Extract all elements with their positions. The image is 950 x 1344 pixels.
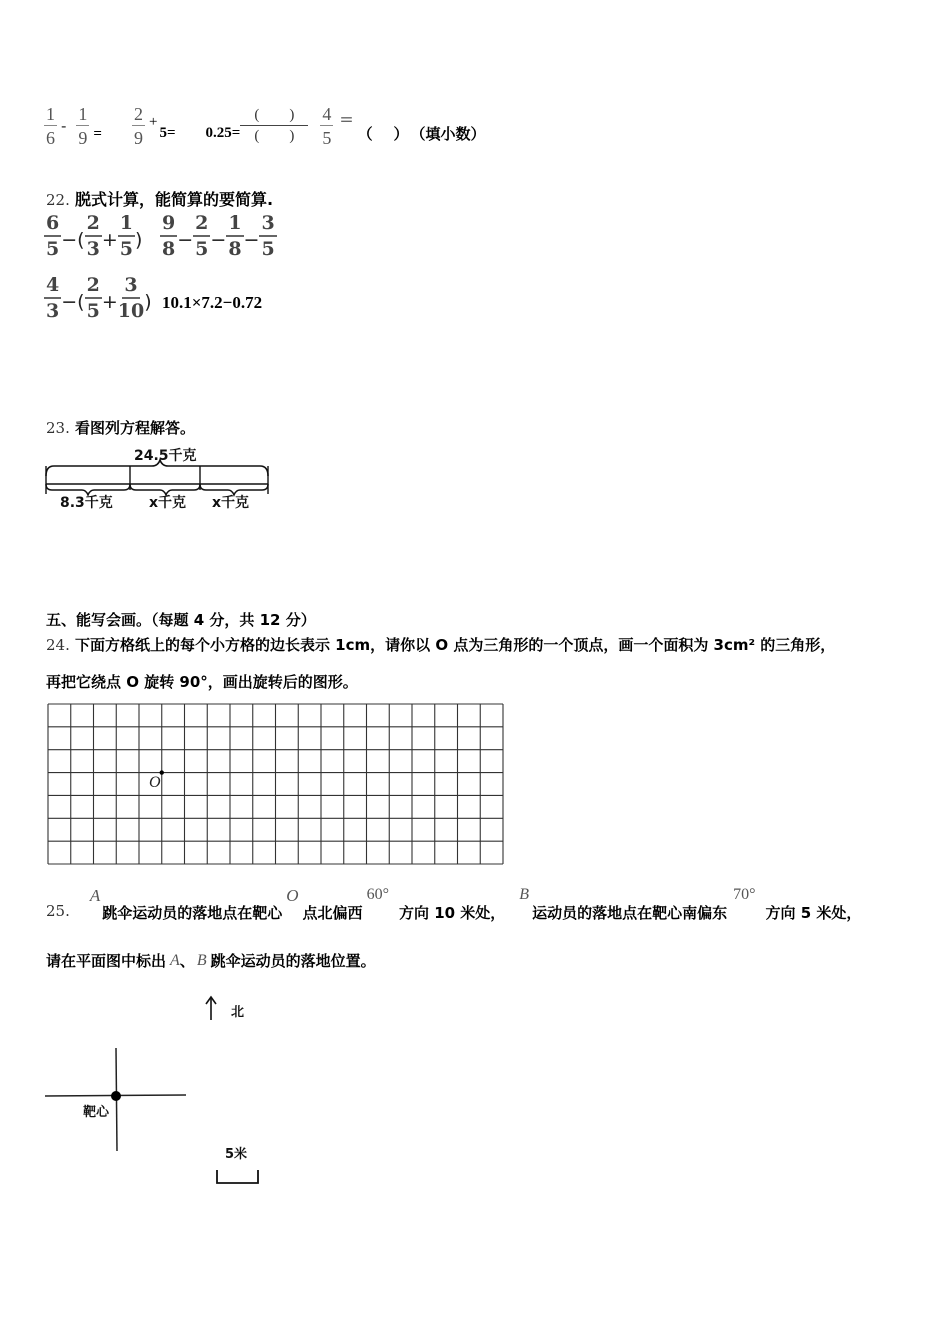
answer-blank[interactable]: （ ）	[357, 124, 409, 143]
north-arrow-icon	[206, 997, 216, 1020]
fraction-2-5: $\frac{2}{5}$	[195, 212, 209, 260]
minus-paren: −(	[61, 290, 85, 313]
fraction-2-3: $\frac{2}{3}$	[86, 212, 100, 260]
angle-60: 60°	[366, 886, 389, 903]
fraction-3-5: $\frac{3}{5}$	[261, 212, 275, 260]
angle-70: 70°	[733, 886, 756, 903]
blank-fraction[interactable]: $\frac{( )}{( )}$	[240, 108, 308, 144]
question-text: 运动员的落地点在靶心南偏东	[532, 904, 728, 922]
scale-bar	[217, 1170, 258, 1183]
fraction-1-6: $\frac{1}{6}$	[46, 104, 55, 148]
variable-a: A	[89, 886, 101, 905]
question-text: 跳伞运动员的落地点在靶心	[102, 904, 283, 922]
fraction-1-8: $\frac{1}{8}$	[228, 212, 242, 260]
fraction-9-8: $\frac{9}{8}$	[162, 212, 176, 260]
target-center-label: 靶心	[83, 1105, 110, 1120]
fill-decimal-hint: （填小数）	[410, 124, 486, 143]
plus-sign: +	[148, 113, 158, 130]
point-o-label: O	[149, 774, 161, 791]
variable-o: O	[286, 886, 299, 905]
total-weight-label: 24.5千克	[134, 448, 197, 464]
fraction-4-5: $\frac{4}{5}$	[322, 104, 332, 148]
fraction-6-5: $\frac{6}{5}$	[46, 212, 60, 260]
question-text: 跳伞运动员的落地位置。	[210, 952, 376, 970]
variable-a: A	[170, 951, 180, 969]
fraction-2-5: $\frac{2}{5}$	[86, 274, 100, 322]
fraction-1-5: $\frac{1}{5}$	[119, 212, 133, 260]
expression-plus-5: 5=	[159, 124, 176, 141]
fraction-2-9: $\frac{2}{9}$	[133, 104, 143, 148]
q24-line-2: 再把它绕点 O 旋转 90°，画出旋转后的图形。	[46, 673, 358, 691]
question-text: 请在平面图中标出	[46, 952, 167, 970]
separator: 、	[179, 952, 195, 970]
plus-sign: +	[101, 228, 118, 251]
plus-sign: +	[101, 290, 118, 313]
section-5-heading: 五、能写会画。（每题 4 分，共 12 分）	[46, 611, 316, 629]
close-paren: )	[134, 228, 143, 251]
segment-label-x-kg: x千克	[212, 495, 250, 511]
scale-label: 5米	[225, 1147, 248, 1162]
minus-paren: −(	[61, 228, 85, 251]
close-paren: )	[144, 290, 152, 313]
variable-b: B	[196, 951, 207, 969]
minus-sign: −	[243, 228, 260, 251]
minus-sign: -	[61, 117, 67, 135]
fraction-4-3: $\frac{4}{3}$	[46, 274, 60, 322]
segment-label-8-3kg: 8.3千克	[60, 495, 113, 511]
decimal-0-25: 0.25=	[205, 124, 241, 141]
question-number: 23.	[46, 419, 70, 437]
equals-sign: =	[93, 125, 102, 142]
question-number: 24.	[46, 636, 70, 654]
question-text: 方向 5 米处，	[765, 904, 862, 922]
question-title: 看图列方程解答。	[74, 419, 195, 437]
fraction-1-9: $\frac{1}{9}$	[78, 104, 88, 148]
minus-sign: −	[210, 228, 227, 251]
minus-sign: −	[177, 228, 194, 251]
question-number: 22.	[46, 191, 70, 209]
question-text: 下面方格纸上的每个小方格的边长表示 1cm，请你以 O 点为三角形的一个顶点，画一个面积为 3cm² 的三角形，	[74, 636, 836, 654]
question-text: 方向 10 米处，	[398, 904, 506, 922]
q22-expression-4: 10.1×7.2−0.72	[162, 293, 263, 312]
target-center-dot	[111, 1091, 121, 1101]
segment-label-x-kg: x千克	[149, 495, 187, 511]
equals-sign: =	[339, 110, 354, 130]
question-number: 25.	[46, 902, 70, 920]
variable-b: B	[519, 886, 530, 903]
north-label: 北	[231, 1005, 245, 1020]
question-text: 点北偏西	[302, 904, 363, 922]
question-title: 脱式计算，能简算的要简算.	[74, 190, 274, 209]
fraction-3-10: $\frac{3}{10}$	[117, 274, 145, 322]
